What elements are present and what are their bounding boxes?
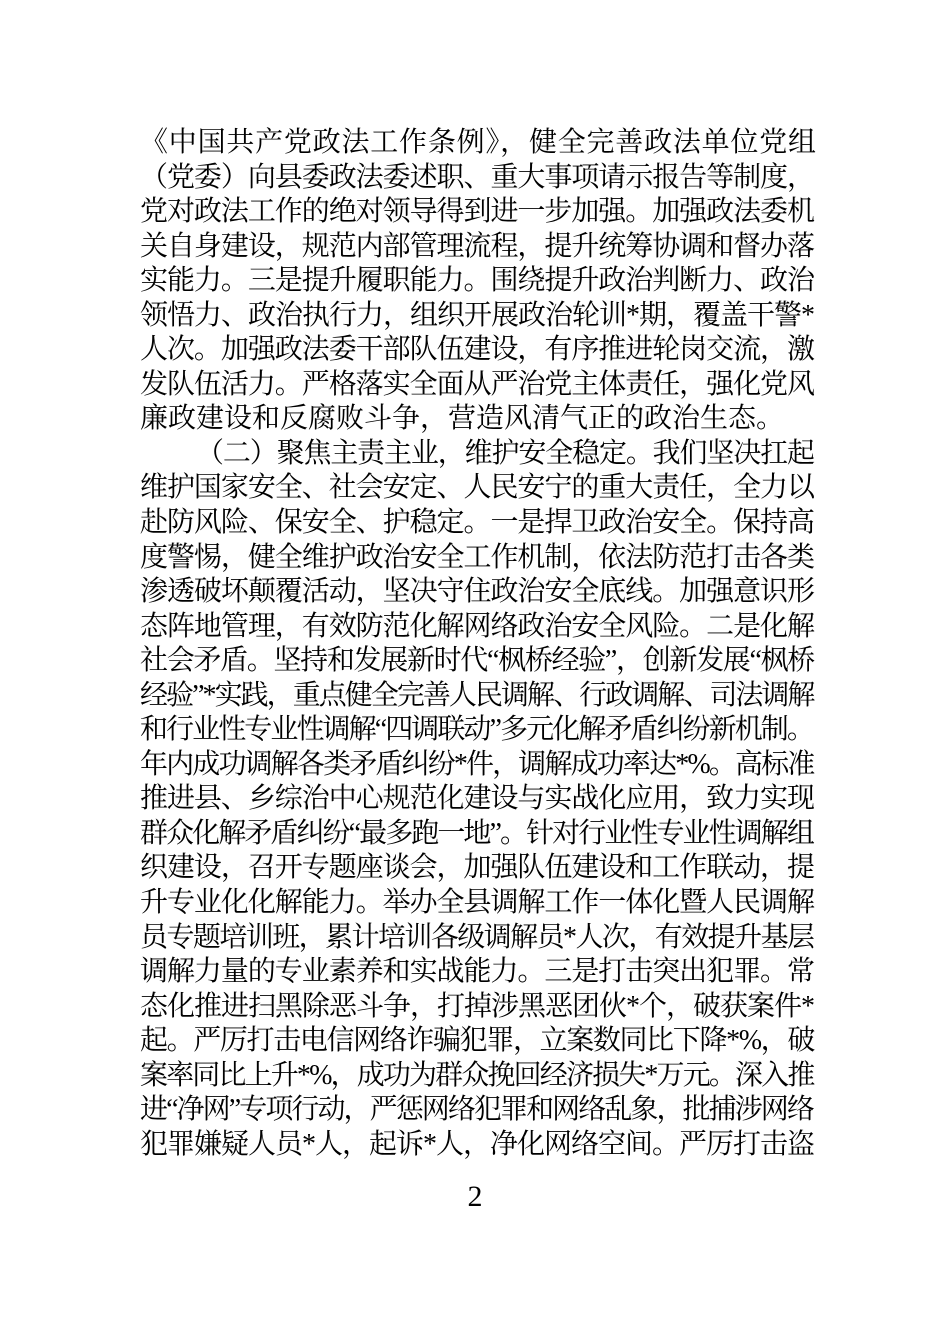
text-line: 态化推进扫黑除恶斗争，打掉涉黑恶团伙*个，破获案件*: [140, 990, 815, 1022]
page-number: 2: [467, 1180, 483, 1213]
text-line: 员专题培训班，累计培训各级调解员*人次，有效提升基层: [140, 921, 814, 953]
page-footer: [0, 1180, 950, 1214]
paragraph: [140, 437, 816, 1162]
text-line: 发队伍活力。严格落实全面从严治党主体责任，强化党风: [140, 368, 814, 400]
text-line: 《中国共产党政法工作条例》，健全完善政法单位党组: [140, 127, 816, 158]
text-line: 实能力。三是提升履职能力。围绕提升政治判断力、政治: [140, 265, 814, 297]
text-line: 人次。加强政法委干部队伍建设，有序推进轮岗交流，激: [140, 334, 814, 366]
text-line: 维护国家安全、社会安定、人民安宁的重大责任，全力以: [140, 472, 814, 504]
text-line: 态阵地管理，有效防范化解网络政治安全风险。二是化解: [140, 610, 814, 642]
text-line: 和行业性专业性调解“四调联动”多元化解矛盾纠纷新机制。: [140, 714, 813, 746]
text-line: 赴防风险、保安全、护稳定。一是捍卫政治安全。保持高: [140, 507, 814, 539]
text-line: 进“净网”专项行动，严惩网络犯罪和网络乱象，批捕涉网络: [140, 1094, 813, 1126]
text-line: 领悟力、政治执行力，组织开展政治轮训*期，覆盖干警*: [140, 299, 815, 331]
text-line: 年内成功调解各类矛盾纠纷*件，调解成功率达*%。高标准: [140, 748, 814, 780]
text-line: 群众化解矛盾纠纷“最多跑一地”。针对行业性专业性调解组: [140, 817, 813, 849]
text-line: 关自身建设，规范内部管理流程，提升统筹协调和督办落: [140, 230, 814, 262]
text-line: 度警惕，健全维护政治安全工作机制，依法防范打击各类: [140, 541, 814, 573]
text-line: 经验”*实践，重点健全完善人民调解、行政调解、司法调解: [140, 679, 814, 711]
paragraph: [140, 126, 816, 437]
text-line: 起。严厉打击电信网络诈骗犯罪，立案数同比下降*%，破: [140, 1025, 814, 1057]
text-line: 渗透破坏颠覆活动，坚决守住政治安全底线。加强意识形: [140, 576, 814, 608]
text-line: 党对政法工作的绝对领导得到进一步加强。加强政法委机: [140, 196, 814, 228]
text-line: 织建设，召开专题座谈会，加强队伍建设和工作联动，提: [140, 852, 814, 884]
text-line: 推进县、乡综治中心规范化建设与实战化应用，致力实现: [140, 783, 814, 815]
text-line: （二）聚焦主责主业，维护安全稳定。我们坚决扛起: [196, 437, 814, 469]
text-line: 犯罪嫌疑人员*人，起诉*人，净化网络空间。严厉打击盗: [140, 1128, 815, 1160]
text-line: （党委）向县委政法委述职、重大事项请示报告等制度，: [140, 161, 814, 193]
text-line: 升专业化化解能力。举办全县调解工作一体化暨人民调解: [140, 887, 814, 919]
text-line: 案率同比上升*%，成功为群众挽回经济损失*万元。深入推: [140, 1059, 814, 1091]
document-body: [140, 126, 816, 1162]
text-line: 社会矛盾。坚持和发展新时代“枫桥经验”，创新发展“枫桥: [140, 645, 814, 677]
text-line: 廉政建设和反腐败斗争，营造风清气正的政治生态。: [140, 403, 785, 435]
text-line: 调解力量的专业素养和实战能力。三是打击突出犯罪。常: [140, 956, 814, 988]
